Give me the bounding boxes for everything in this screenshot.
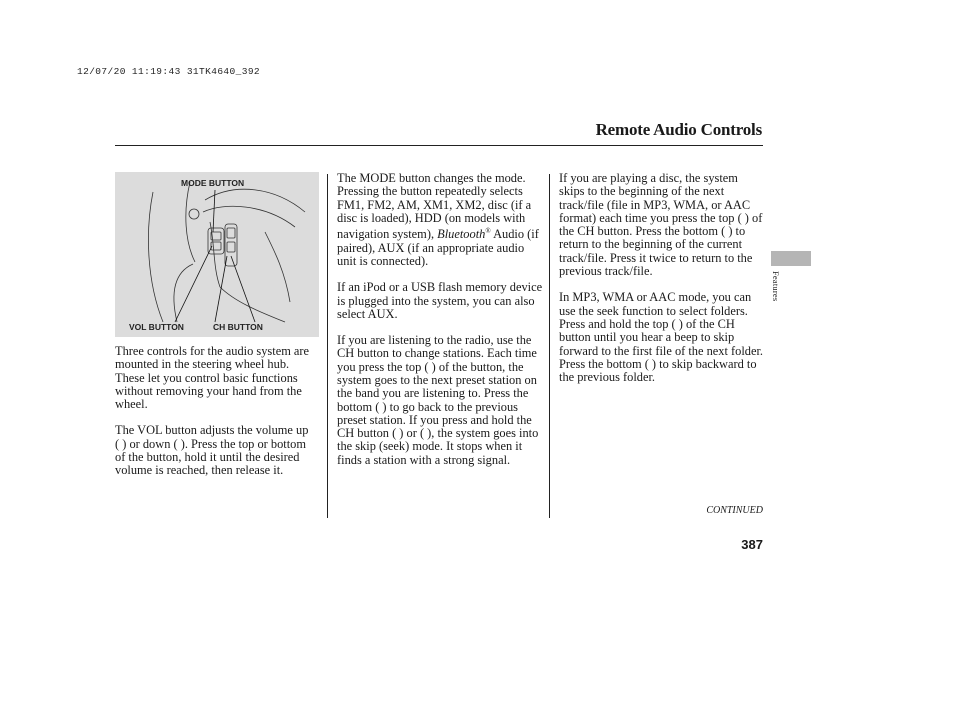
section-label [771,271,783,321]
radio-paragraph: If you are listening to the radio, use the CH button to change stations. Each time you press the top ( ) of the button, the system goes to the next preset station on the band you are listening to. Press the bottom ( ) to go back to the previous preset station. If you press and hold the CH button ( ) or ( ), the system goes into the skip (seek) mode. It stops when it finds a station with a strong signal. [337,333,539,467]
print-stamp: 12/07/20 11:19:43 31TK4640_392 [77,66,261,77]
steering-wheel-illustration [115,172,319,337]
mode-paragraph [337,172,543,268]
column-divider-1 [327,174,328,518]
disc-paragraph: If you are playing a disc, the system skips to the beginning of the next track/file (file in MP3, WMA, or AAC format) each time you press the top ( ) of the CH button. Press the bottom ( ) to return to the beginning of the current track/file. Press it twice to return to the previous track/file. [559,171,763,279]
section-label-text: Features [771,271,781,302]
mode-button-label: MODE BUTTON [181,178,245,188]
folder-paragraph: In MP3, WMA or AAC mode, you can use the seek function to select folders. Press and hold the top ( ) of the CH button until you hear a beep to skip forward to the first file of the next folder. Press the bottom ( ) to skip backward to the previous folder. [559,290,764,385]
continued-note: CONTINUED [706,505,763,516]
title-rule [115,145,763,146]
bluetooth-text: Bluetooth [437,227,486,242]
aux-paragraph: If an iPod or a USB flash memory device is plugged into the system, you can also select AUX. [337,280,543,321]
mode-text-a: The MODE button changes the mode. Pressing the button repeatedly selects FM1, FM2, AM, XM1, XM2, disc (if a disc is loaded), HDD (on models with navigation system), [337,171,532,242]
column-1 [115,345,315,491]
column-divider-2 [549,174,550,518]
vol-button-label: VOL BUTTON [129,322,184,332]
intro-paragraph: Three controls for the audio system are mounted in the steering wheel hub. These let you control basic functions without removing your hand from the wheel. [115,344,310,412]
vol-paragraph: The VOL button adjusts the volume up ( ) or down ( ). Press the top or bottom of the button, hold it until the desired volume is reached, then release it. [115,423,309,478]
page-title: Remote Audio Controls [595,120,762,139]
registered-mark: ® [485,227,491,236]
column-3 [559,172,765,397]
ch-button-label: CH BUTTON [213,322,263,332]
steering-wheel-figure [115,172,319,337]
column-2 [337,172,543,480]
page-number: 387 [741,537,763,552]
section-tab [771,251,811,266]
mode-text-b: Audio (if paired), AUX (if an appropriate audio unit is connected). [337,227,539,268]
